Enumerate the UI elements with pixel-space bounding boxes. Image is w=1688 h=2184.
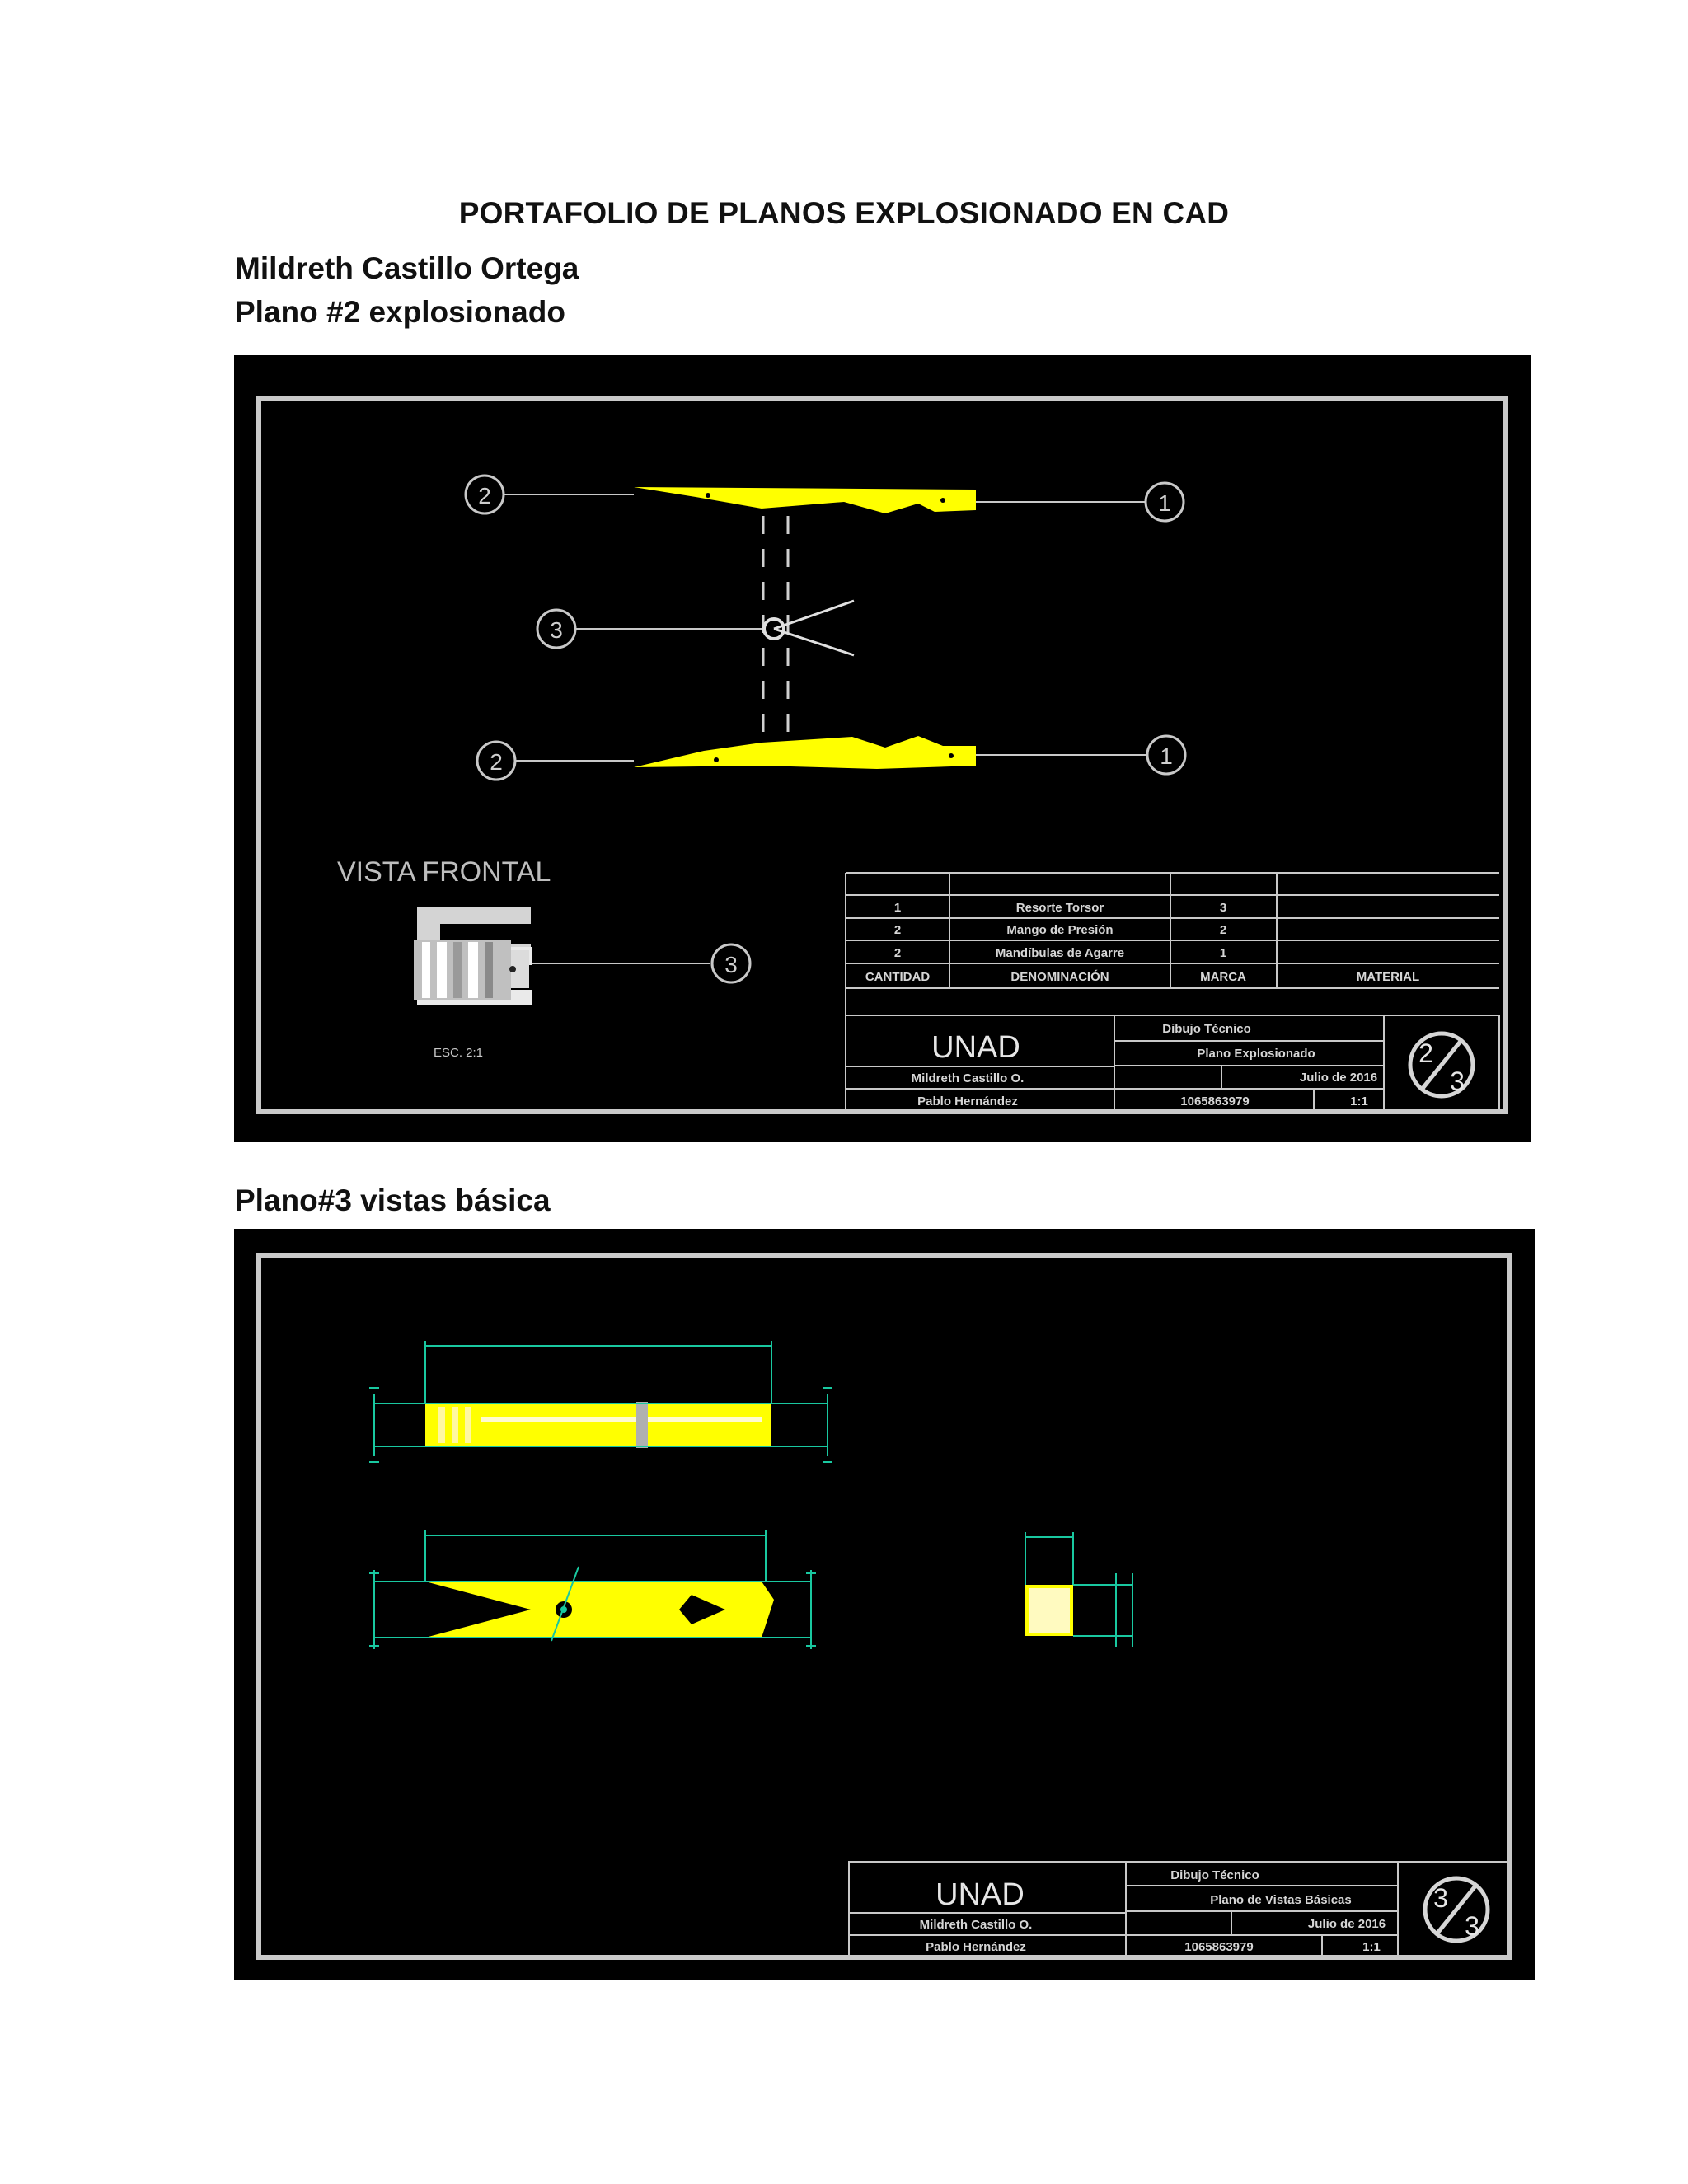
svg-text:Resorte Torsor: Resorte Torsor: [1015, 901, 1104, 915]
lower-jaw-part: [634, 736, 976, 769]
svg-text:Mango de Presión: Mango de Presión: [1006, 923, 1114, 937]
svg-text:2: 2: [1418, 1038, 1433, 1068]
svg-text:3: 3: [1465, 1911, 1479, 1941]
svg-text:CANTIDAD: CANTIDAD: [865, 970, 931, 984]
subject: Dibujo Técnico: [1162, 1022, 1251, 1036]
svg-text:2: 2: [478, 483, 491, 509]
drawn-by: Mildreth Castillo O.: [911, 1071, 1025, 1085]
callout-3-front: [712, 944, 750, 982]
subject: Dibujo Técnico: [1170, 1868, 1259, 1882]
callout-1-top: [1146, 483, 1184, 521]
svg-text:3: 3: [1433, 1883, 1448, 1913]
drawing-frame: [259, 1255, 1510, 1957]
callout-2-top: [466, 476, 504, 513]
cad-drawing-exploded: [234, 355, 1531, 1142]
callout-1-bottom: [1147, 736, 1185, 774]
svg-text:1: 1: [893, 901, 902, 915]
svg-text:1: 1: [1158, 490, 1171, 516]
side-view-part: [1025, 1585, 1073, 1636]
scale-label: ESC. 2:1: [434, 1046, 484, 1060]
reviewed-by: Pablo Hernández: [926, 1940, 1026, 1954]
code: 1065863979: [1184, 1940, 1254, 1954]
svg-text:2: 2: [490, 749, 503, 775]
svg-text:3: 3: [550, 617, 563, 643]
scale: 1:1: [1350, 1094, 1368, 1108]
svg-text:DENOMINACIÓN: DENOMINACIÓN: [1010, 970, 1109, 984]
svg-text:MATERIAL: MATERIAL: [1356, 970, 1420, 984]
view-label: VISTA FRONTAL: [337, 856, 551, 888]
date: Julio de 2016: [1307, 1917, 1386, 1931]
parts-table-text: [865, 901, 1419, 984]
sheet-number-badge: [1410, 1033, 1473, 1096]
sheet-number-badge: [1425, 1878, 1488, 1941]
svg-text:MARCA: MARCA: [1200, 970, 1246, 984]
cad-drawing-basic-views: [234, 1229, 1535, 1980]
scale: 1:1: [1362, 1940, 1381, 1954]
drawing-name: Plano de Vistas Básicas: [1210, 1893, 1352, 1907]
plan3-caption: Plano#3 vistas básica: [235, 1183, 551, 1217]
exploded-drawing-svg: [234, 355, 1531, 1142]
svg-text:1: 1: [1160, 743, 1173, 769]
front-view-part: [425, 1567, 774, 1641]
upper-jaw-part: [634, 487, 976, 513]
svg-text:Mandíbulas de Agarre: Mandíbulas de Agarre: [995, 946, 1125, 960]
callout-3-spring: [537, 610, 575, 648]
svg-text:1: 1: [1219, 946, 1227, 960]
spring-part: [764, 601, 854, 655]
svg-text:3: 3: [724, 952, 738, 977]
svg-text:3: 3: [1450, 1066, 1465, 1096]
svg-text:3: 3: [1219, 901, 1227, 915]
institution-name: UNAD: [931, 1030, 1020, 1065]
plan2-caption: Plano #2 explosionado: [235, 295, 565, 329]
author-name: Mildreth Castillo Ortega: [235, 251, 579, 285]
drawing-name: Plano Explosionado: [1197, 1047, 1315, 1061]
basic-views-drawing-svg: [234, 1229, 1535, 1980]
svg-text:2: 2: [1219, 923, 1227, 937]
code: 1065863979: [1180, 1094, 1250, 1108]
institution-name: UNAD: [935, 1877, 1025, 1912]
top-view-part: [425, 1402, 771, 1448]
reviewed-by: Pablo Hernández: [917, 1094, 1018, 1108]
callout-2-bottom: [477, 742, 515, 780]
page-title: PORTAFOLIO DE PLANOS EXPLOSIONADO EN CAD: [458, 196, 1230, 230]
spring-front-view: [414, 907, 532, 1005]
date: Julio de 2016: [1299, 1071, 1378, 1085]
svg-text:2: 2: [893, 923, 902, 937]
svg-text:2: 2: [893, 946, 902, 960]
drawn-by: Mildreth Castillo O.: [919, 1918, 1033, 1932]
